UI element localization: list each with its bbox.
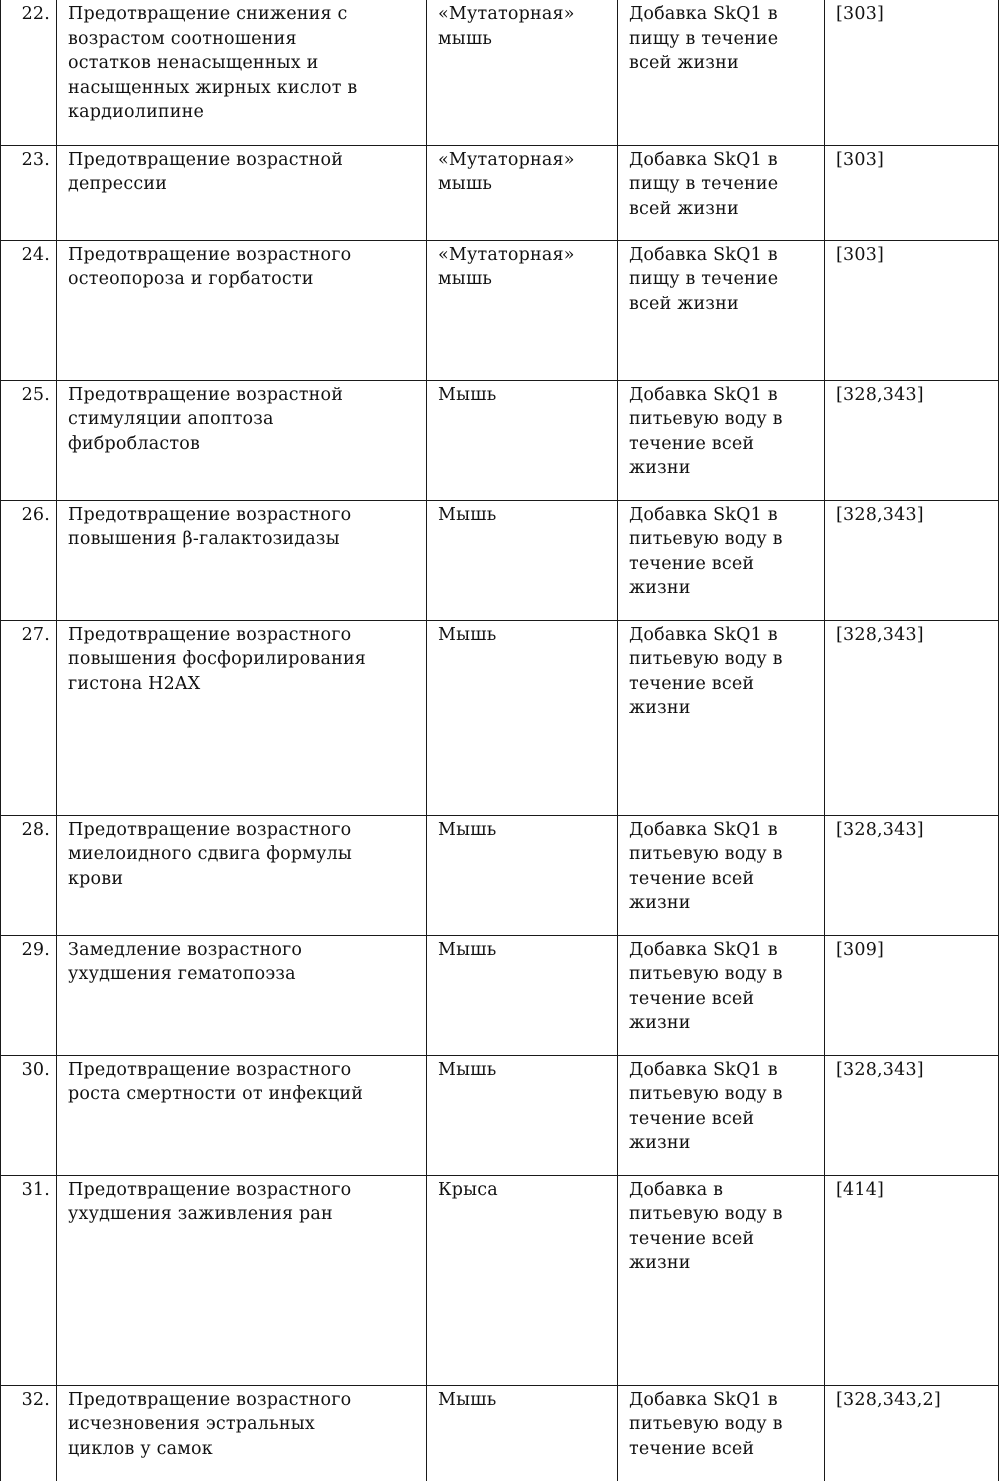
effect-cell: Предотвращение возрастного миелоидного сдвига формулы крови [57, 815, 427, 935]
object-cell: «Мутаторная» мышь [427, 0, 618, 145]
reference-cell: [328,343] [825, 380, 999, 500]
table-row [1, 1175, 999, 1385]
row-number: 31. [1, 1175, 57, 1385]
method-cell: Добавка в питьевую воду в течение всей жизни [618, 1175, 825, 1385]
method-cell: Добавка SkQ1 в питьевую воду в течение всей жизни [618, 815, 825, 935]
table-row [1, 240, 999, 380]
reference-cell: [303] [825, 0, 999, 145]
row-number: 25. [1, 380, 57, 500]
effect-cell: Предотвращение возрастного повышения β-галактозидазы [57, 500, 427, 620]
table-body [1, 0, 999, 1481]
method-cell: Добавка SkQ1 в питьевую воду в течение всей жизни [618, 935, 825, 1055]
table-row [1, 1385, 999, 1481]
table-row [1, 380, 999, 500]
row-number: 23. [1, 145, 57, 240]
method-cell: Добавка SkQ1 в питьевую воду в течение всей жизни [618, 500, 825, 620]
reference-cell: [414] [825, 1175, 999, 1385]
object-cell: Мышь [427, 620, 618, 815]
effect-cell: Предотвращение возрастного роста смертности от инфекций [57, 1055, 427, 1175]
object-cell: Мышь [427, 1385, 618, 1481]
table-row [1, 935, 999, 1055]
reference-cell: [328,343] [825, 500, 999, 620]
table-row [1, 1055, 999, 1175]
table-row [1, 145, 999, 240]
method-cell: Добавка SkQ1 в пищу в течение всей жизни [618, 145, 825, 240]
effect-cell: Предотвращение возрастного исчезновения эстральных циклов у самок [57, 1385, 427, 1481]
reference-cell: [328,343] [825, 620, 999, 815]
table-row [1, 620, 999, 815]
row-number: 27. [1, 620, 57, 815]
reference-cell: [309] [825, 935, 999, 1055]
reference-cell: [328,343] [825, 815, 999, 935]
effect-cell: Предотвращение возрастной стимуляции апоптоза фибробластов [57, 380, 427, 500]
table-row [1, 0, 999, 145]
method-cell: Добавка SkQ1 в питьевую воду в течение всей жизни [618, 380, 825, 500]
row-number: 26. [1, 500, 57, 620]
reference-cell: [328,343] [825, 1055, 999, 1175]
table-row [1, 815, 999, 935]
method-cell: Добавка SkQ1 в питьевую воду в течение всей [618, 1385, 825, 1481]
method-cell: Добавка SkQ1 в пищу в течение всей жизни [618, 0, 825, 145]
object-cell: Мышь [427, 500, 618, 620]
method-cell: Добавка SkQ1 в питьевую воду в течение всей жизни [618, 620, 825, 815]
object-cell: Мышь [427, 935, 618, 1055]
effect-cell: Предотвращение возрастной депрессии [57, 145, 427, 240]
reference-cell: [328,343,2] [825, 1385, 999, 1481]
reference-cell: [303] [825, 240, 999, 380]
object-cell: «Мутаторная» мышь [427, 240, 618, 380]
effect-cell: Предотвращение возрастного остеопороза и горбатости [57, 240, 427, 380]
row-number: 32. [1, 1385, 57, 1481]
effect-cell: Замедление возрастного ухудшения гематопоэза [57, 935, 427, 1055]
method-cell: Добавка SkQ1 в пищу в течение всей жизни [618, 240, 825, 380]
table-row [1, 500, 999, 620]
effect-cell: Предотвращение снижения с возрастом соотношения остатков ненасыщенных и насыщенных жирных кислот в кардиолипине [57, 0, 427, 145]
row-number: 29. [1, 935, 57, 1055]
row-number: 28. [1, 815, 57, 935]
effect-cell: Предотвращение возрастного ухудшения заживления ран [57, 1175, 427, 1385]
reference-cell: [303] [825, 145, 999, 240]
object-cell: «Мутаторная» мышь [427, 145, 618, 240]
object-cell: Крыса [427, 1175, 618, 1385]
object-cell: Мышь [427, 815, 618, 935]
row-number: 30. [1, 1055, 57, 1175]
row-number: 22. [1, 0, 57, 145]
effect-cell: Предотвращение возрастного повышения фосфорилирования гистона H2AX [57, 620, 427, 815]
object-cell: Мышь [427, 1055, 618, 1175]
object-cell: Мышь [427, 380, 618, 500]
row-number: 24. [1, 240, 57, 380]
method-cell: Добавка SkQ1 в питьевую воду в течение всей жизни [618, 1055, 825, 1175]
